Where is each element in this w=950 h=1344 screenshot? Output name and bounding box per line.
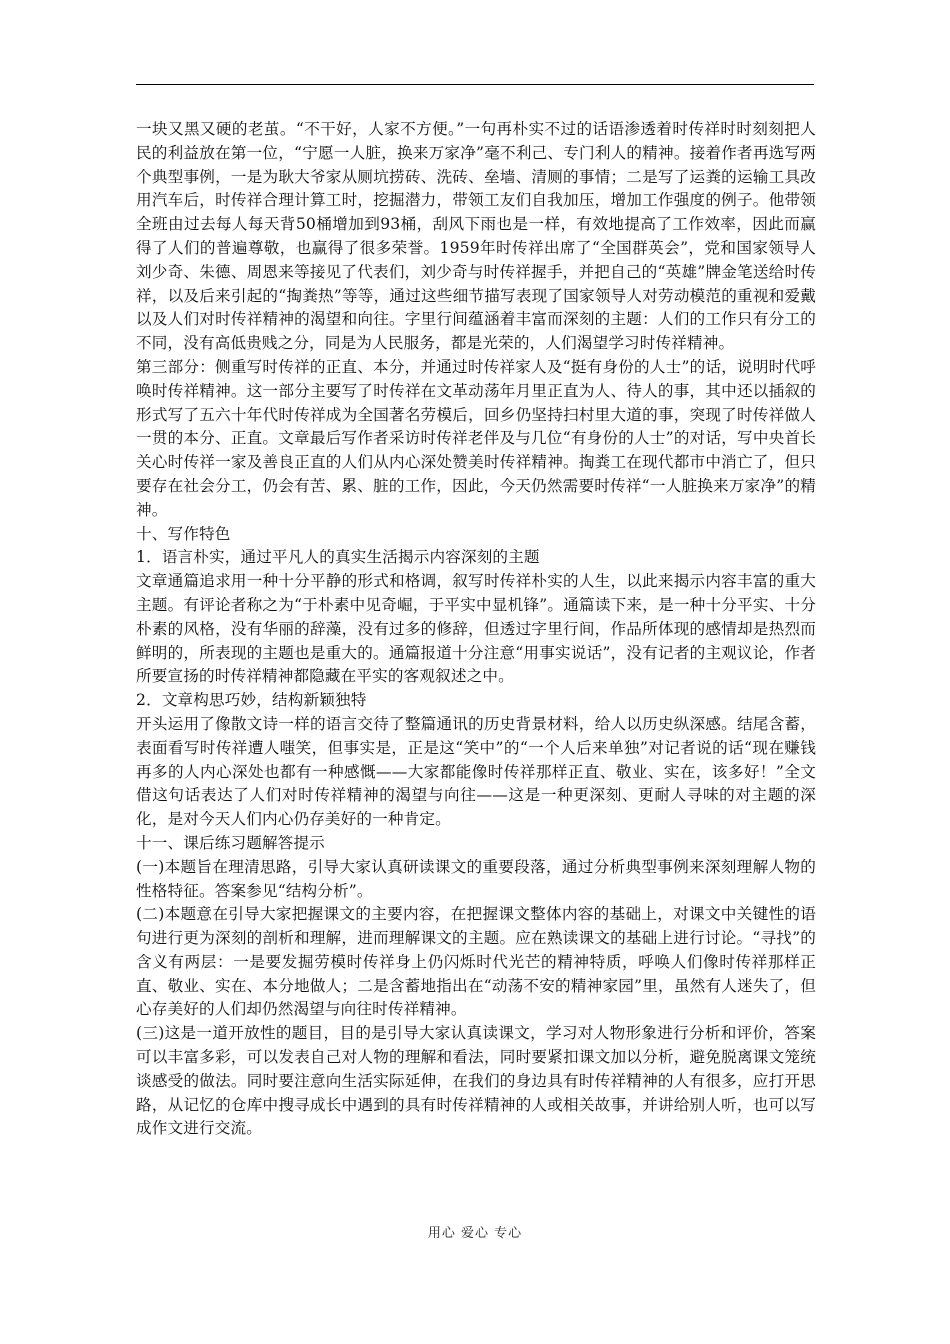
- subheading-feature-1: 1．语言朴实，通过平凡人的真实生活揭示内容深刻的主题: [136, 548, 540, 567]
- paragraph-exercise-3: (三)这是一道开放性的题目，目的是引导大家认真读课文，学习对人物形象进行分析和评价，答案可以丰富多彩，可以发表自己对人物的理解和看法，同时要紧扣课文加以分析，避免脱离课文笼统谈感受的做法。同时要注意向生活实际延伸，在我们的身边具有时传祥精神的人有很多，应打开思路，从记忆的仓库中搜寻成长中遇到的具有时传祥精神的人或相关故事，并讲给别人听，也可以写成作文进行交流。: [136, 1024, 816, 1138]
- document-body: [136, 118, 816, 1141]
- paragraph-exercise-1: (一)本题旨在理清思路，引导大家认真研读课文的重要段落，通过分析典型事例来深刻理解人物的性格特征。答案参见“结构分析”。: [136, 857, 816, 900]
- heading-exercise-hints: 十一、课后练习题解答提示: [136, 833, 325, 852]
- page-footer: 用心 爱心 专心: [427, 1226, 523, 1241]
- paragraph-continued: 一块又黑又硬的老茧。“不干好，人家不方便。”一句再朴实不过的话语渗透着时传祥时时刻刻把人民的利益放在第一位，“宁愿一人脏，换来万家净”毫不利己、专门利人的精神。接着作者再选写两个典型事例，一是为耿大爷家从厕坑捞砖、洗砖、垒墙、清厕的事情；二是写了运粪的运输工具改用汽车后，时传祥合理计算工时，挖掘潜力，带领工友们自我加压，增加工作强度的例子。他带领全班由过去每人每天背50桶增加到93桶，刮风下雨也是一样，有效地提高了工作效率，因此而赢得了人们的普遍尊敬，也赢得了很多荣誉。1959年时传祥出席了“全国群英会”，党和国家领导人刘少奇、朱德、周恩来等接见了代表们，刘少奇与时传祥握手，并把自己的“英雄”牌金笔送给时传祥，以及后来引起的“掏粪热”等等，通过这些细节描写表现了国家领导人对劳动模范的重视和爱戴以及人们对时传祥精神的渴望和向往。字里行间蕴涵着丰富而深刻的主题：人们的工作只有分工的不同，没有高低贵贱之分，同是为人民服务，都是光荣的，人们渴望学习时传祥精神。: [136, 120, 816, 353]
- paragraph-feature-2: 开头运用了像散文诗一样的语言交待了整篇通讯的历史背景材料，给人以历史纵深感。结尾含蓄，表面看写时传祥遭人嗤笑，但事实是，正是这“笑中”的“一个人后来单独”对记者说的话“现在赚钱再多的人内心深处也都有一种感慨——大家都能像时传祥那样正直、敬业、实在，该多好！”全文借这句话表达了人们对时传祥精神的渴望与向往——这是一种更深刻、更耐人寻味的对主题的深化，是对今天人们内心仍存美好的一种肯定。: [136, 714, 816, 829]
- subheading-feature-2: 2．文章构思巧妙，结构新颖独特: [136, 691, 367, 710]
- paragraph-part-three: 第三部分：侧重写时传祥的正直、本分，并通过时传祥家人及“挺有身份的人士”的话，说明时代呼唤时传祥精神。这一部分主要写了时传祥在文革动荡年月里正直为人、待人的事，其中还以插叙的形式写了五六十年代时传祥成为全国著名劳模后，回乡仍坚持扫村里大道的事，突现了时传祥做人一贯的本分、正直。文章最后写作者采访时传祥老伴及与几位“有身份的人士”的对话，写中央首长关心时传祥一家及善良正直的人们从内心深处赞美时传祥精神。掏粪工在现代都市中消亡了，但只要存在社会分工，仍会有苦、累、脏的工作，因此，今天仍然需要时传祥“一人脏换来万家净”的精神。: [136, 357, 816, 519]
- paragraph-feature-1: 文章通篇追求用一种十分平静的形式和格调，叙写时传祥朴实的人生，以此来揭示内容丰富的重大主题。有评论者称之为“于朴素中见奇崛，于平实中显机锋”。通篇读下来，是一种十分平实、十分朴素的风格，没有华丽的辞藻，没有过多的修辞，但透过字里行间，作品所体现的感情却是热烈而鲜明的，所表现的主题也是重大的。通篇报道十分注意“用事实说话”，没有记者的主观议论，作者所要宣扬的时传祥精神都隐藏在平实的客观叙述之中。: [136, 572, 816, 686]
- header-rule: [136, 84, 814, 85]
- paragraph-exercise-2: (二)本题意在引导大家把握课文的主要内容，在把握课文整体内容的基础上，对课文中关键性的语句进行更为深刻的剖析和理解，进而理解课文的主题。应在熟读课文的基础上进行讨论。“寻找”的含义有两层：一是要发掘劳模时传祥身上仍闪烁时代光芒的精神特质，呼唤人们像时传祥那样正直、敬业、实在、本分地做人；二是含蓄地指出在“动荡不安的精神家园”里，虽然有人迷失了，但心存美好的人们却仍然渴望与向往时传祥精神。: [136, 905, 816, 1019]
- heading-writing-features: 十、写作特色: [136, 524, 231, 543]
